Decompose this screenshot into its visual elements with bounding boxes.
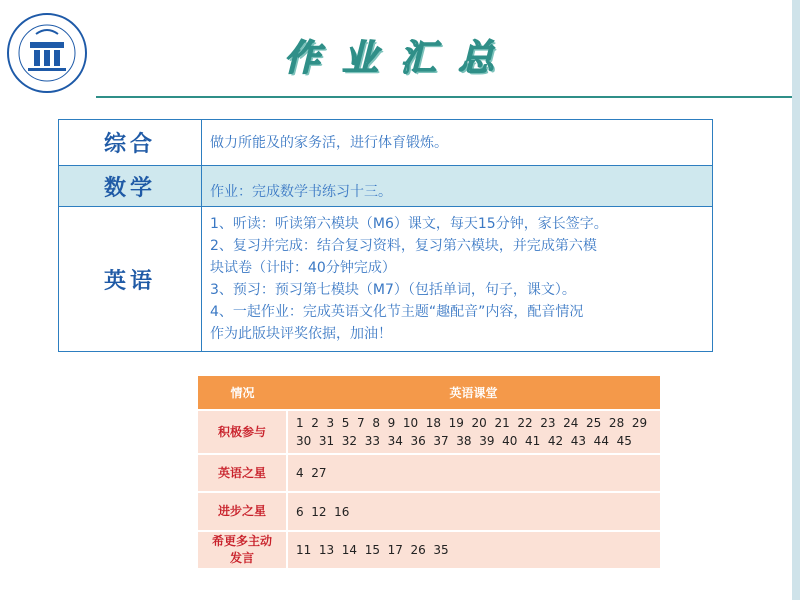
page-title: 作业汇总	[283, 37, 516, 79]
column-header-situation: 情况	[198, 376, 287, 410]
numbers-line: 1 2 3 5 7 8 9 10 18 19 20 21 22 23 24 25 28 29	[296, 416, 648, 430]
row-label-line: 希更多主动	[211, 534, 272, 548]
homework-line: 作业：完成数学书练习十三。	[210, 184, 392, 200]
table-row	[59, 120, 713, 166]
right-edge-bar	[792, 0, 800, 600]
row-label: 积极参与	[198, 410, 287, 454]
table-row	[59, 207, 713, 352]
column-header-english-class: 英语课堂	[287, 376, 660, 410]
homework-content	[202, 207, 713, 352]
homework-line: 3、预习：预习第七模块（M7）（包括单词，句子，课文）。	[210, 282, 576, 298]
table-row	[198, 454, 660, 492]
homework-content	[202, 166, 713, 207]
homework-content	[202, 120, 713, 166]
class-stats-table	[198, 376, 660, 570]
row-label-line: 发言	[229, 551, 254, 565]
student-numbers	[287, 410, 660, 454]
homework-line: 作为此版块评奖依据，加油！	[210, 326, 392, 342]
homework-line: 块试卷（计时：40分钟完成）	[210, 260, 396, 276]
row-label	[198, 531, 287, 569]
title-underline	[96, 96, 792, 98]
homework-table	[58, 119, 713, 352]
subject-cell: 数学	[59, 166, 202, 207]
table-row	[59, 166, 713, 207]
homework-line: 做力所能及的家务活，进行体育锻炼。	[210, 134, 448, 151]
row-label: 英语之星	[198, 454, 287, 492]
table-row	[198, 492, 660, 531]
subject-cell: 综合	[59, 120, 202, 166]
subject-cell: 英语	[59, 207, 202, 352]
student-numbers: 6 12 16	[287, 492, 660, 531]
table-row	[198, 410, 660, 454]
homework-line: 1、听读：听读第六模块（M6）课文，每天15分钟，家长签字。	[210, 216, 608, 232]
homework-line: 4、一起作业：完成英语文化节主题“趣配音”内容，配音情况	[210, 304, 584, 320]
row-label: 进步之星	[198, 492, 287, 531]
student-numbers: 4 27	[287, 454, 660, 492]
table-row	[198, 531, 660, 569]
student-numbers: 11 13 14 15 17 26 35	[287, 531, 660, 569]
table-header-row	[198, 376, 660, 410]
numbers-line: 30 31 32 33 34 36 37 38 39 40 41 42 43 44 45	[296, 434, 632, 448]
homework-line: 2、复习并完成：结合复习资料，复习第六模块，并完成第六模	[210, 238, 597, 254]
